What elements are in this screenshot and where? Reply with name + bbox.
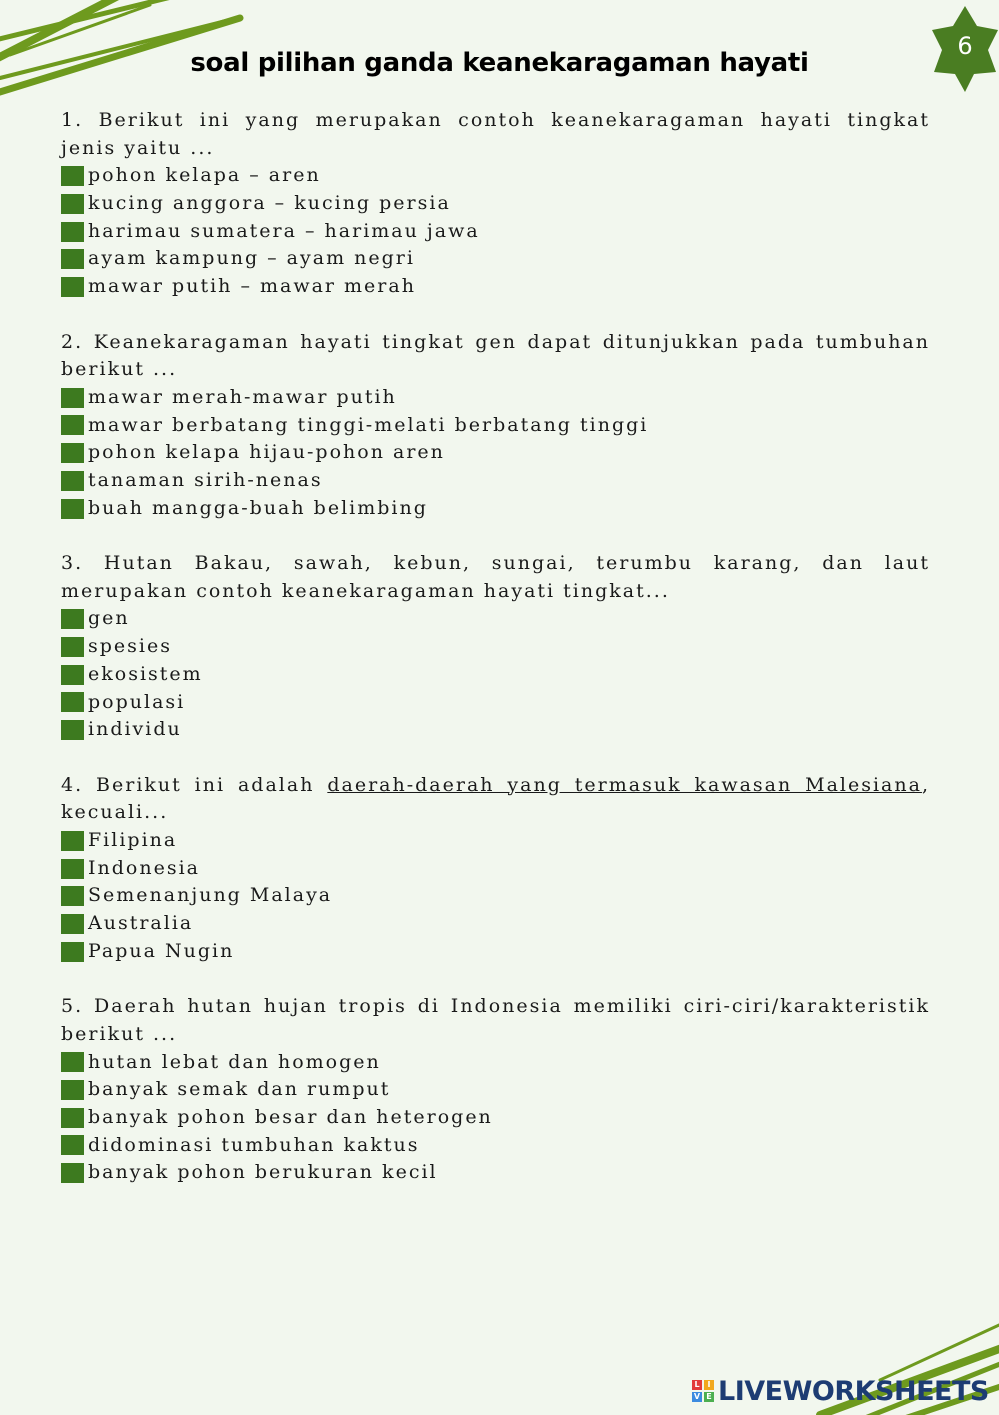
answer-checkbox[interactable]: [61, 831, 84, 851]
option-3b[interactable]: spesies: [61, 633, 930, 661]
page-number: 6: [957, 32, 973, 60]
answer-checkbox[interactable]: [61, 1163, 84, 1183]
option-3e[interactable]: individu: [61, 716, 930, 744]
option-5d[interactable]: didominasi tumbuhan kaktus: [61, 1132, 930, 1160]
option-2c[interactable]: pohon kelapa hijau-pohon aren: [61, 439, 930, 467]
question-text: 5. Daerah hutan hujan tropis di Indonesia memiliki ciri-ciri/karakteristik berikut ...: [61, 995, 930, 1045]
option-2a[interactable]: mawar merah-mawar putih: [61, 384, 930, 412]
option-4d[interactable]: Australia: [61, 910, 930, 938]
question-text: 3. Hutan Bakau, sawah, kebun, sungai, terumbu karang, dan laut merupakan contoh keanekaragaman hayati tingkat...: [61, 552, 930, 602]
question-1: [61, 107, 930, 301]
answer-checkbox[interactable]: [61, 665, 84, 685]
answer-checkbox[interactable]: [61, 1080, 84, 1100]
option-2b[interactable]: mawar berbatang tinggi-melati berbatang tinggi: [61, 412, 930, 440]
answer-checkbox[interactable]: [61, 249, 84, 269]
answer-checkbox[interactable]: [61, 637, 84, 657]
answer-checkbox[interactable]: [61, 499, 84, 519]
answer-checkbox[interactable]: [61, 886, 84, 906]
option-4b[interactable]: Indonesia: [61, 855, 930, 883]
answer-checkbox[interactable]: [61, 859, 84, 879]
logo-icon: L I V E: [692, 1380, 714, 1402]
option-4e[interactable]: Papua Nugin: [61, 938, 930, 966]
answer-checkbox[interactable]: [61, 942, 84, 962]
option-4a[interactable]: Filipina: [61, 827, 930, 855]
question-list: [61, 107, 930, 1215]
option-3a[interactable]: gen: [61, 605, 930, 633]
answer-checkbox[interactable]: [61, 720, 84, 740]
option-1e[interactable]: mawar putih – mawar merah: [61, 273, 930, 301]
brand-name: LIVEWORKSHEETS: [718, 1375, 989, 1407]
liveworksheets-logo: [692, 1374, 989, 1408]
question-5: [61, 993, 930, 1187]
option-1b[interactable]: kucing anggora – kucing persia: [61, 190, 930, 218]
answer-checkbox[interactable]: [61, 1052, 84, 1072]
option-5e[interactable]: banyak pohon berukuran kecil: [61, 1159, 930, 1187]
question-3: [61, 550, 930, 744]
answer-checkbox[interactable]: [61, 277, 84, 297]
question-text: 1. Berikut ini yang merupakan contoh keanekaragaman hayati tingkat jenis yaitu ...: [61, 109, 930, 159]
option-2e[interactable]: buah mangga-buah belimbing: [61, 495, 930, 523]
answer-checkbox[interactable]: [61, 1135, 84, 1155]
answer-checkbox[interactable]: [61, 443, 84, 463]
answer-checkbox[interactable]: [61, 415, 84, 435]
question-text: 4. Berikut ini adalah daerah-daerah yang termasuk kawasan Malesiana, kecuali...: [61, 773, 930, 824]
option-3c[interactable]: ekosistem: [61, 661, 930, 689]
answer-checkbox[interactable]: [61, 692, 84, 712]
question-2: [61, 329, 930, 523]
option-5a[interactable]: hutan lebat dan homogen: [61, 1049, 930, 1077]
answer-checkbox[interactable]: [61, 166, 84, 186]
answer-checkbox[interactable]: [61, 1108, 84, 1128]
question-4: [61, 772, 930, 966]
answer-checkbox[interactable]: [61, 194, 84, 214]
underlined-phrase: daerah-daerah yang termasuk kawasan Malesiana: [327, 773, 922, 796]
option-3d[interactable]: populasi: [61, 689, 930, 717]
option-4c[interactable]: Semenanjung Malaya: [61, 882, 930, 910]
option-5b[interactable]: banyak semak dan rumput: [61, 1076, 930, 1104]
answer-checkbox[interactable]: [61, 222, 84, 242]
option-1d[interactable]: ayam kampung – ayam negri: [61, 245, 930, 273]
answer-checkbox[interactable]: [61, 388, 84, 408]
page-title: soal pilihan ganda keanekaragaman hayati: [190, 48, 809, 78]
answer-checkbox[interactable]: [61, 914, 84, 934]
question-text: 2. Keanekaragaman hayati tingkat gen dapat ditunjukkan pada tumbuhan berikut ...: [61, 330, 930, 381]
answer-checkbox[interactable]: [61, 609, 84, 629]
option-1a[interactable]: pohon kelapa – aren: [61, 162, 930, 190]
option-1c[interactable]: harimau sumatera – harimau jawa: [61, 218, 930, 246]
option-2d[interactable]: tanaman sirih-nenas: [61, 467, 930, 495]
option-5c[interactable]: banyak pohon besar dan heterogen: [61, 1104, 930, 1132]
answer-checkbox[interactable]: [61, 471, 84, 491]
